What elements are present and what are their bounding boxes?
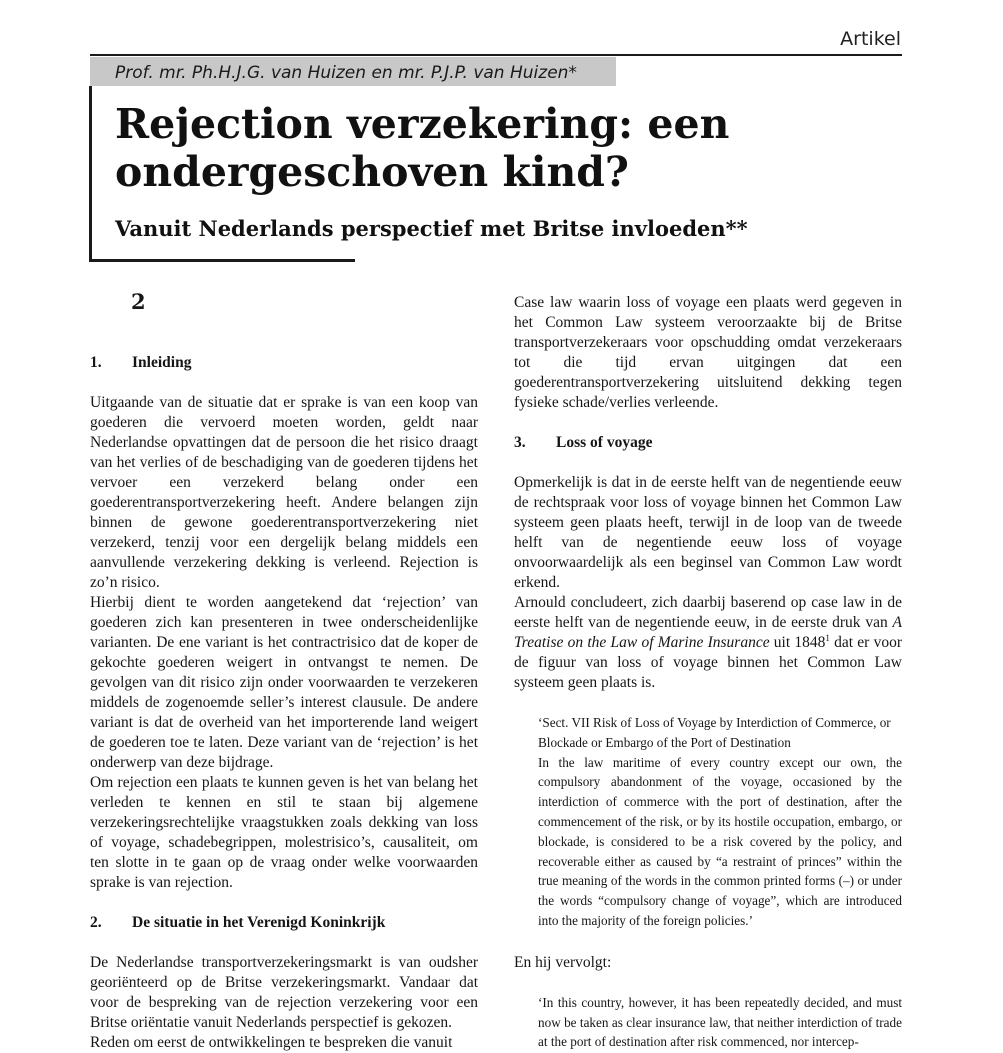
section-heading-2 xyxy=(90,913,478,933)
section-title: De situatie in het Verenigd Koninkrijk xyxy=(132,914,386,931)
quote-heading: ‘Sect. VII Risk of Loss of Voyage by Interdiction of Commerce, or Blockade or Embargo of the Port of Destination xyxy=(538,715,891,750)
paragraph: Hierbij dient te worden aangetekend dat ‘rejection’ van goederen zich kan presenteren in twee onderscheidenlijke varianten. De ene variant is het contractrisico dat de koper de gekochte goederen weigert in ontvangst te nemen. De gevolgen van dit risico zijn onder voorwaarden te verzekeren middels de zogenoemde seller’s interest clausule. De andere variant is dat de overheid van het importerende land weigert de goederen toe te laten. Deze variant van de ‘rejection’ is het onderwerp van deze bijdrage. xyxy=(90,594,478,771)
section-number: 3. xyxy=(514,434,526,451)
paragraph-with-citation: Arnould concludeert, zich daarbij baserend op case law in de eerste helft van de negentiende eeuw, in de eerste druk van A Treatise on the Law of Marine Insurance uit 1848$^1$ dat er voor de figuur van loss of voyage binnen het Common Law systeem geen plaats is. xyxy=(514,594,902,691)
paragraph: Om rejection een plaats te kunnen geven is het van belang het verleden te kennen en stil te staan bij algemene verzekeringsrechtelijke vraagstukken zoals dekking van loss of voyage, schadebegrippen, molestrisico’s, causaliteit, om ten slotte in te gaan op de vraag onder welke voorwaarden sprake is van rejection. xyxy=(90,774,478,891)
block-quote-1 xyxy=(514,713,902,931)
title-frame-bottom-rule xyxy=(89,259,355,262)
title-frame-left-rule xyxy=(89,86,92,262)
section-label: Artikel xyxy=(840,28,901,50)
section-heading-3 xyxy=(514,433,902,453)
top-rule xyxy=(90,54,902,56)
article-subtitle: Vanuit Nederlands perspectief met Britse invloeden** xyxy=(115,216,748,241)
block-quote-2 xyxy=(514,993,902,1052)
section-title: Loss of voyage xyxy=(556,434,653,451)
section-number: 1. xyxy=(90,354,102,371)
footnote-ref[interactable]: 1 xyxy=(825,632,830,643)
title-line-1: Rejection verzekering: een xyxy=(115,100,730,148)
paragraph: Opmerkelijk is dat in de eerste helft van de negentiende eeuw de rechtspraak voor loss of voyage binnen het Common Law systeem geen plaats heeft, terwijl in de loop van de tweede helft van de negentiende eeuw loss of voyage onvoorwaardelijk als een beginsel van Common Law wordt erkend. xyxy=(514,474,902,591)
quote-body: ‘In this country, however, it has been repeatedly decided, and must now be taken as clear insurance law, that neither interdiction of trade at the port of destination after risk commenced, nor intercep- xyxy=(538,994,902,1050)
book-title: A Treatise on the Law of Marine Insurance xyxy=(514,614,902,651)
left-column xyxy=(90,353,478,1053)
paragraph: Case law waarin loss of voyage een plaats werd gegeven in het Common Law systeem veroorzaakte bij de Britse transportverzekeraars voor opschudding omdat verzekeraars tot die tijd ervan uitgingen dat een goederentransportverzekering uitsluitend dekking tegen fysieke schade/verlies verleende. xyxy=(514,294,902,411)
paragraph: En hij vervolgt: xyxy=(514,953,612,971)
page-number: 2 xyxy=(131,289,146,314)
article-title xyxy=(115,100,729,196)
section-number: 2. xyxy=(90,914,102,931)
paragraph: Reden om eerst de ontwikkelingen te bespreken die vanuit xyxy=(90,1034,453,1051)
right-column xyxy=(514,293,902,1052)
title-line-2: ondergeschoven kind? xyxy=(115,148,629,196)
quote-body: In the law maritime of every country except our own, the compulsory abandonment of the voyage, occasioned by the interdiction of commerce with the port of destination, after the commencement of the risk, or by its hostile occupation, embargo, or blockade, is considered to be a risk covered by the policy, and recoverable either as caused by “a restraint of princes” within the true meaning of the words in the common printed forms (–) or under the words “compulsory change of voyage”, which are introduced into the majority of the foreign policies.’ xyxy=(538,754,902,928)
paragraph: De Nederlandse transportverzekeringsmarkt is van oudsher georiënteerd op de Britse verzekeringsmarkt. Vandaar dat voor de bespreking van de rejection verzekering voor een Britse oriëntatie vanuit Nederlands perspectief is gekozen. xyxy=(90,954,478,1031)
paragraph: Uitgaande van de situatie dat er sprake is van een koop van goederen die vervoerd moeten worden, geldt naar Nederlandse opvattingen dat de persoon die het risico draagt van het verlies of de beschadiging van de goederen tijdens het vervoer een verzekerd belang onder een goederentransportverzekering heeft. Andere belangen zijn binnen de gewone goederentransportverzekering niet verzekerd, tenzij voor een dergelijk belang middels een aanvullende verzekering dekking is verleend. Rejection is zo’n risico. xyxy=(90,394,478,591)
authors: Prof. mr. Ph.H.J.G. van Huizen en mr. P.J.P. van Huizen* xyxy=(115,63,577,83)
section-heading-1 xyxy=(90,353,478,373)
section-title: Inleiding xyxy=(132,354,192,371)
